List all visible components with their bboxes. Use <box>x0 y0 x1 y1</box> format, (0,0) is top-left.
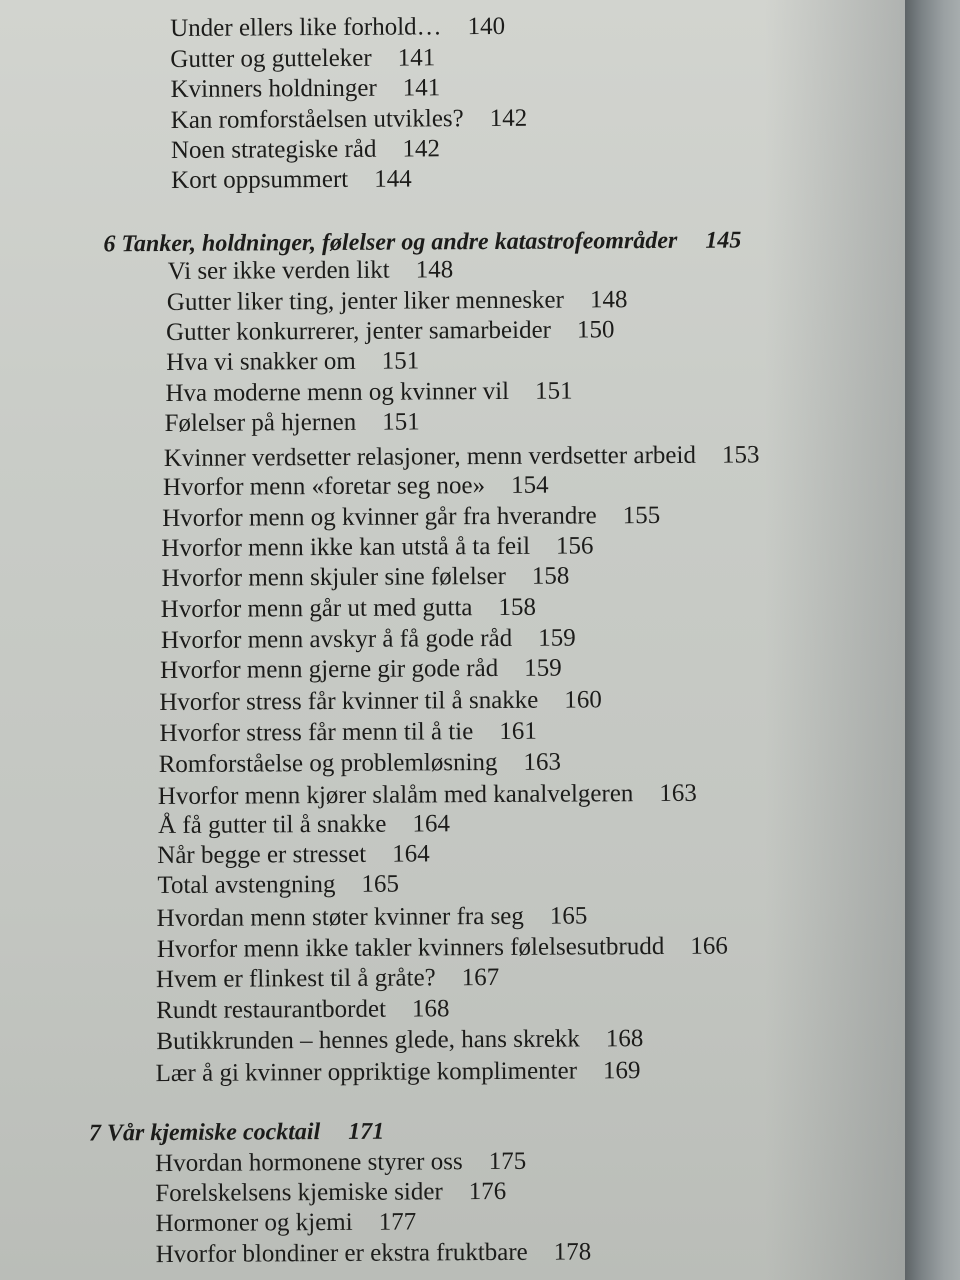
toc-entry-title: Hvorfor menn går ut med gutta <box>160 594 473 624</box>
toc-entry <box>156 994 449 1026</box>
chapter-page: 145 <box>705 227 742 254</box>
toc-entry-page: 141 <box>397 44 436 72</box>
toc-entry <box>171 134 440 166</box>
toc-entry-page: 163 <box>659 779 697 807</box>
chapter-title: 6 Tanker, holdninger, følelser og andre katastrofeområder <box>103 227 678 258</box>
toc-entry <box>165 407 420 439</box>
toc-entry-page: 164 <box>392 840 430 868</box>
toc-entry-title: Hvordan hormonene styrer oss <box>155 1148 463 1178</box>
toc-entry <box>157 932 728 965</box>
toc-entry <box>165 377 572 409</box>
book-gutter <box>905 0 960 1280</box>
chapter-heading <box>103 225 741 259</box>
toc-entry <box>166 346 419 378</box>
toc-entry <box>157 870 399 901</box>
toc-entry-title: Hvordan menn støter kvinner fra seg <box>156 902 524 933</box>
toc-entry-page: 159 <box>524 654 562 682</box>
toc-entry <box>157 901 588 934</box>
toc-entry-page: 140 <box>467 12 506 41</box>
toc-entry <box>157 839 430 871</box>
toc-entry-page: 176 <box>468 1177 507 1206</box>
toc-entry-page: 148 <box>415 256 454 284</box>
toc-entry <box>156 963 499 995</box>
toc-entry-title: Under ellers like forhold… <box>170 13 442 42</box>
toc-entry-page: 159 <box>538 624 576 652</box>
toc-entry-page: 175 <box>488 1147 527 1176</box>
toc-entry-page: 178 <box>553 1238 592 1266</box>
toc-entry <box>164 440 760 474</box>
toc-entry-title: Butikkrunden – hennes glede, hans skrekk <box>156 1025 580 1056</box>
toc-entry-page: 144 <box>374 165 412 193</box>
toc-entry <box>166 315 615 348</box>
toc-entry-title: Hvorfor menn skjuler sine følelser <box>161 562 506 593</box>
toc-entry-page: 158 <box>498 593 537 621</box>
toc-entry-page: 161 <box>499 717 537 745</box>
toc-entry-page: 169 <box>602 1057 641 1085</box>
toc-entry <box>167 285 628 318</box>
toc-entry-title: Hvorfor menn gjerne gir gode råd <box>160 654 499 685</box>
toc-entry-title: Rundt restaurantbordet <box>156 995 387 1025</box>
toc-entry <box>155 1207 416 1239</box>
toc-entry-title: Kort oppsummert <box>171 165 349 194</box>
toc-entry-page: 142 <box>489 104 528 133</box>
toc-entry-title: Å få gutter til å snakke <box>157 810 387 840</box>
toc-entry-page: 177 <box>378 1208 417 1236</box>
toc-entry-page: 151 <box>534 377 573 405</box>
toc-entry-title: Noen strategiske råd <box>170 135 377 164</box>
toc-entry-page: 156 <box>555 532 594 560</box>
toc-entry-page: 167 <box>461 963 500 992</box>
toc-entry-title: Gutter og gutteleker <box>170 44 372 73</box>
toc-entry-page: 150 <box>576 316 615 344</box>
toc-entry <box>161 593 536 625</box>
toc-entry <box>155 1147 526 1179</box>
toc-entry-page: 166 <box>690 932 728 960</box>
toc-entry-page: 141 <box>402 74 441 102</box>
toc-entry <box>161 623 576 656</box>
toc-entry <box>171 164 412 195</box>
toc-entry-page: 168 <box>605 1025 644 1053</box>
toc-entry <box>170 12 505 44</box>
toc-entry-page: 165 <box>549 902 588 930</box>
toc-entry-page: 151 <box>381 347 420 375</box>
toc-entry-page: 148 <box>589 286 628 314</box>
toc-entry-page: 155 <box>622 501 661 530</box>
toc-entry-page: 160 <box>564 686 602 714</box>
toc-entry-title: Kvinner verdsetter relasjoner, menn verdsetter arbeid <box>163 441 696 473</box>
toc-entry-title: Vi ser ikke verden likt <box>167 256 390 285</box>
toc-entry-title: Følelser på hjernen <box>164 408 357 438</box>
toc-entry-title: Lær å gi kvinner oppriktige komplimenter <box>155 1057 578 1088</box>
toc-entry-title: Kan romforståelsen utvikles? <box>170 105 464 134</box>
toc-entry-page: 151 <box>382 408 420 436</box>
toc-entry-title: Hva moderne menn og kvinner vil <box>165 377 510 407</box>
toc-entry <box>156 1237 592 1270</box>
toc-entry <box>156 1024 643 1057</box>
toc-entry-page: 168 <box>411 995 450 1023</box>
toc-entry-title: Romforståelse og problemløsning <box>158 748 498 779</box>
chapter-page: 171 <box>348 1118 385 1145</box>
toc-entry <box>161 562 569 594</box>
toc-entry-title: Gutter liker ting, jenter liker mennesker <box>166 286 565 316</box>
toc-entry-page: 153 <box>721 441 760 469</box>
toc-entry <box>158 809 450 841</box>
toc-entry-title: Hvorfor stress får kvinner til å snakke <box>159 686 539 717</box>
toc-entry <box>159 685 602 718</box>
toc-entry-page: 164 <box>412 810 451 838</box>
toc-entry <box>162 501 660 534</box>
toc-entry-page: 163 <box>523 748 562 776</box>
toc-entry <box>159 717 536 749</box>
toc-entry-title: Hvorfor menn avskyr å få gode råd <box>160 624 513 655</box>
toc-entry <box>171 104 528 136</box>
toc-entry <box>160 654 562 686</box>
toc-entry-title: Hvorfor menn kjører slalåm med kanalvelgeren <box>157 780 634 811</box>
toc-entry-page: 158 <box>531 562 570 590</box>
toc-entry-page: 154 <box>511 471 549 499</box>
toc-entry-title: Hvorfor blondiner er ekstra fruktbare <box>155 1238 528 1269</box>
toc-entry-page: 165 <box>361 870 400 898</box>
toc-entry-title: Hvorfor menn «foretar seg noe» <box>162 472 486 502</box>
toc-entry-title: Gutter konkurrerer, jenter samarbeider <box>165 316 552 346</box>
toc-entry <box>170 73 440 105</box>
toc-entry-title: Total avstengning <box>157 870 336 900</box>
toc-entry-title: Hvem er flinkest til å gråte? <box>155 964 436 994</box>
toc-entry-title: Forelskelsens kjemiske sider <box>155 1178 443 1208</box>
toc-entry-title: Hvorfor menn ikke takler kvinners følelsesutbrudd <box>156 932 665 964</box>
toc-entry-title: Hvorfor menn ikke kan utstå å ta feil <box>161 532 531 563</box>
toc-entry-title: Kvinners holdninger <box>170 74 377 103</box>
chapter-heading <box>89 1117 384 1149</box>
toc-entry-title: Hva vi snakker om <box>166 347 356 376</box>
toc-entry-title: Hvorfor stress får menn til å tie <box>159 718 474 748</box>
toc-entry-title: Hormoner og kjemi <box>155 1208 353 1238</box>
toc-entry <box>155 1177 506 1209</box>
toc-entry <box>155 1056 640 1089</box>
toc-entry <box>168 255 454 287</box>
toc-entry-title: Når begge er stresset <box>157 840 367 870</box>
toc-entry <box>170 43 435 75</box>
toc-entry <box>158 779 697 812</box>
toc-entry-title: Hvorfor menn og kvinner går fra hverandre <box>162 502 597 533</box>
toc-entry <box>163 471 549 503</box>
chapter-title: 7 Vår kjemiske cocktail <box>88 1119 321 1147</box>
toc-entry <box>159 748 562 780</box>
toc-entry <box>161 531 593 564</box>
toc-entry-page: 142 <box>402 135 440 163</box>
